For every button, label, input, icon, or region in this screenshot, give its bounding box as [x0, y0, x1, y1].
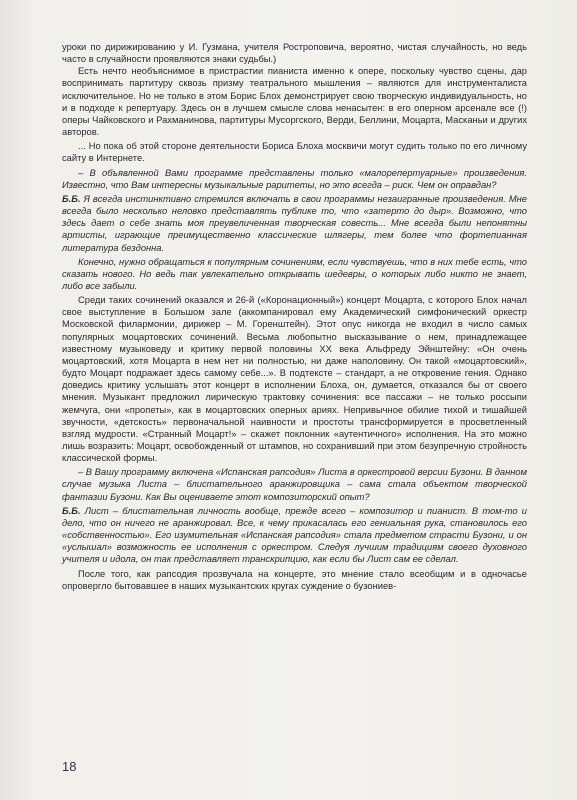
page-number: 18	[62, 759, 77, 774]
interview-question-1	[62, 167, 527, 191]
answer-text: Я всегда инстинктивно стремился включать в свои программы незаигранные произведения. Мне всегда было несколько неловко представлять публике то, что «затерто до дыр». Возможно, что здесь дает о себе знать моя преувеличенная творческая совесть... Мне всегда были непонятны артисты, играющие преимущественно классические шлягеры, тем более что фортепианная литература бездонна.	[62, 193, 527, 253]
interview-question-2	[62, 466, 527, 502]
interview-answer-1	[62, 193, 527, 254]
paragraph-last	[62, 568, 527, 592]
answer-text: Лист – блистательная личность вообще, прежде всего – композитор и пианист. В том-то и дело, что он ничего не аранжировал. Все, к чему прикасалась его гениальная рука, становилось его «собственностью». Его изумительная «Испанская рапсодия» стала предметом страсти Бузони, и он «услышал» возможность ее исполнения с оркестром. Следуя лучшим традициям своего духовного учителя и идола, он так представляет транскрипцию, как если бы Лист сам ее сделал.	[62, 505, 527, 565]
speaker-initials: Б.Б.	[62, 193, 81, 204]
paragraph-2	[62, 65, 527, 138]
paragraph-mozart	[62, 294, 527, 464]
answer-text: Конечно, нужно обращаться к популярным сочинениям, если чувствуешь, что в них тебе есть, что сказать нового. Но ведь так увлекательно открывать шедевры, о которых либо никто не знает, либо все забыли.	[62, 256, 527, 291]
paragraph-text: После того, как рапсодия прозвучала на концерте, это мнение стало всеобщим и в одночасье опровергло бытовавшее в наших музыкантских кругах суждение о бузониев-	[62, 568, 527, 591]
question-text: – В Вашу программу включена «Испанская рапсодия» Листа в оркестровой версии Бузони. В данном случае музыка Листа – блистательного аранжировщика – сама стала объектом творческой фантазии Бузони. Как Вы оцениваете этот композиторский опыт?	[62, 467, 527, 502]
paragraph-text: Есть нечто необъяснимое в пристрастии пианиста именно к опере, поскольку чувство сцены, дар воспринимать партитуру сквозь призму театрального мышления – являются для инструменталиста исключительное. Но не только в этом Борис Блох демонстрирует свою творческую индивидуальность, но и в подходе к репертуару. Здесь он в лучшем смысле слова ненасытен: в его оперном арсенале все (!) оперы Чайковского и Рахманинова, партитуры Мусоргского, Верди, Беллини, Моцарта, Масканьи и других авторов.	[62, 66, 527, 138]
paragraph-text: ... Но пока об этой стороне деятельности Бориса Блоха москвичи могут судить только по его личному сайту в Интернете.	[62, 141, 527, 164]
paragraph-3	[62, 140, 527, 164]
paragraph-text: уроки по дирижированию у И. Гузмана, учителя Ростроповича, вероятно, чистая случайность, но ведь часто в случайности проявляются знаки судьбы.)	[62, 42, 527, 65]
paragraph-text: Среди таких сочинений оказался и 26-й («Коронационный») концерт Моцарта, с которого Блох начал свое выступление в Большом зале (аккомпанировал ему Академический симфонический оркестр Московской филармонии, дирижер – М. Горенштейн). Этот опус никогда не входил в число самых популярных моцартовских сочинений. Весьма любопытно высказывание о нем, принадлежащее известному музыковеду и критику первой половины XX века Альфреду Эйнштейну: «Он очень моцартовский, хотя Моцарта в нем нет ни полностью, ни даже наполовину. Он такой «моцартовский», будто Моцарт подражает здесь самому себе...». В подтексте – стандарт, а не откровение гения. Однако доведись критику услышать этот концерт в исполнении Блоха, он, думается, отказался бы от своего мнения. Музыкант предложил лирическую трактовку сочинения: все пассажи – не только россыпи жемчуга, они «пропеты», как в моцартовских оперных ариях. Непривычное обилие тихой и тишайшей звучности, «детскость» первоначальной наивности и простоты трансформируется в просветленный взгляд мудрости. «Странный Моцарт!» – скажет поклонник «аутентичного» исполнения. На это можно лишь возразить: Моцарт, освобожденный от штампов, но сохранивший при этом безупречную стройность классической формы.	[62, 295, 527, 464]
paragraph-1	[62, 41, 527, 65]
text-column	[62, 41, 527, 592]
interview-answer-2	[62, 505, 527, 566]
speaker-initials: Б.Б.	[62, 505, 81, 516]
interview-answer-1-cont	[62, 256, 527, 292]
question-text: – В объявленной Вами программе представлены только «малорепертуарные» произведения. Известно, что Вам интересны музыкальные раритеты, но это всегда – риск. Чем он оправдан?	[62, 167, 527, 190]
